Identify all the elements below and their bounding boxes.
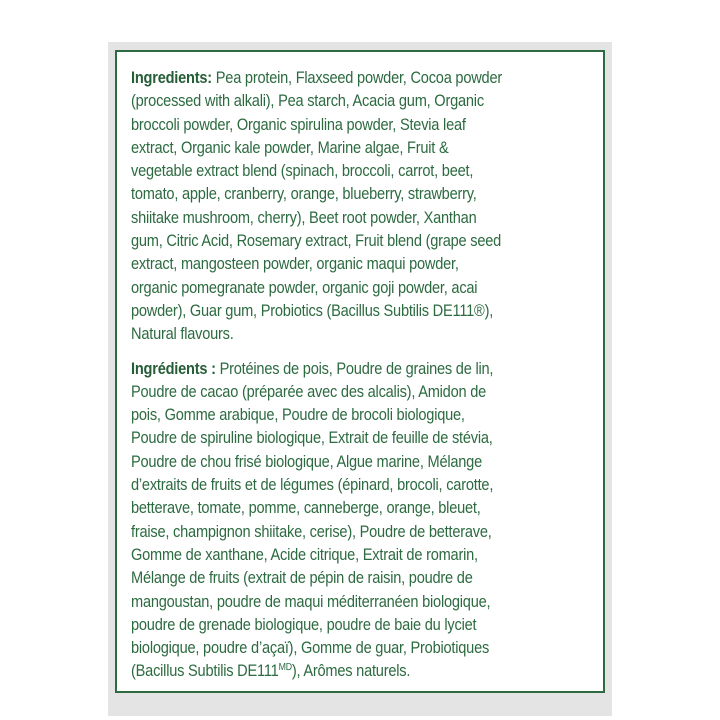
ingredients-line: Poudre de cacao (préparée avec des alcalis), Amidon de [131,381,487,401]
ingredients-french [131,357,589,683]
ingredients-line: poudre de grenade biologique, poudre de baie du lyciet [131,614,477,634]
ingredients-line: Mélange de fruits (extrait de pépin de raisin, poudre de [131,568,473,588]
ingredients-line: vegetable extract blend (spinach, broccoli, carrot, beet, [131,161,474,181]
ingredients-panel [115,50,605,693]
ingredients-line: biologique, poudre d’açaï), Gomme de guar, Probiotiques [131,638,490,658]
ingredients-line: Poudre de chou frisé biologique, Algue marine, Mélange [131,451,482,471]
ingredients-line: Gomme de xanthane, Acide citrique, Extrait de romarin, [131,544,478,564]
ingredients-label-english: Ingredients: [131,68,212,87]
ingredients-line: Poudre de spiruline biologique, Extrait de feuille de stévia, [131,428,493,448]
ingredients-line: broccoli powder, Organic spirulina powder, Stevia leaf [131,114,466,134]
ingredients-line: shiitake mushroom, cherry), Beet root powder, Xanthan [131,207,477,227]
ingredients-line: Natural flavours. [131,324,234,344]
ingredients-line: tomato, apple, cranberry, orange, blueberry, strawberry, [131,184,477,204]
ingredients-line: fraise, champignon shiitake, cerise), Poudre de betterave, [131,521,492,541]
ingredients-line: mangoustan, poudre de maqui méditerranéen biologique, [131,591,491,611]
trademark-superscript: MD [278,662,292,674]
ingredients-line: d’extraits de fruits et de légumes (épinard, brocoli, carotte, [131,475,494,495]
ingredients-line: organic pomegranate powder, organic goji powder, acai [131,277,478,297]
ingredients-line: (processed with alkali), Pea starch, Acacia gum, Organic [131,91,484,111]
ingredients-line: gum, Citric Acid, Rosemary extract, Fruit blend (grape seed [131,231,502,251]
ingredients-line: betterave, tomate, pomme, canneberge, orange, bleuet, [131,498,481,518]
ingredients-line: Ingrédients : Protéines de pois, Poudre de graines de lin, [131,358,494,378]
ingredients-line: Ingredients: Pea protein, Flaxseed powder, Cocoa powder [131,68,503,87]
ingredients-line: pois, Gomme arabique, Poudre de brocoli biologique, [131,405,465,425]
ingredients-line: powder), Guar gum, Probiotics (Bacillus Subtilis DE111®), [131,300,494,320]
ingredients-line: (Bacillus Subtilis $DE111^{MD}$), Arômes naturels. [131,661,411,681]
ingredients-line: extract, Organic kale powder, Marine algae, Fruit & [131,137,449,157]
ingredients-english [131,66,589,346]
ingredients-line: extract, mangosteen powder, organic maqui powder, [131,254,459,274]
ingredients-label-french: Ingrédients : [131,358,216,378]
